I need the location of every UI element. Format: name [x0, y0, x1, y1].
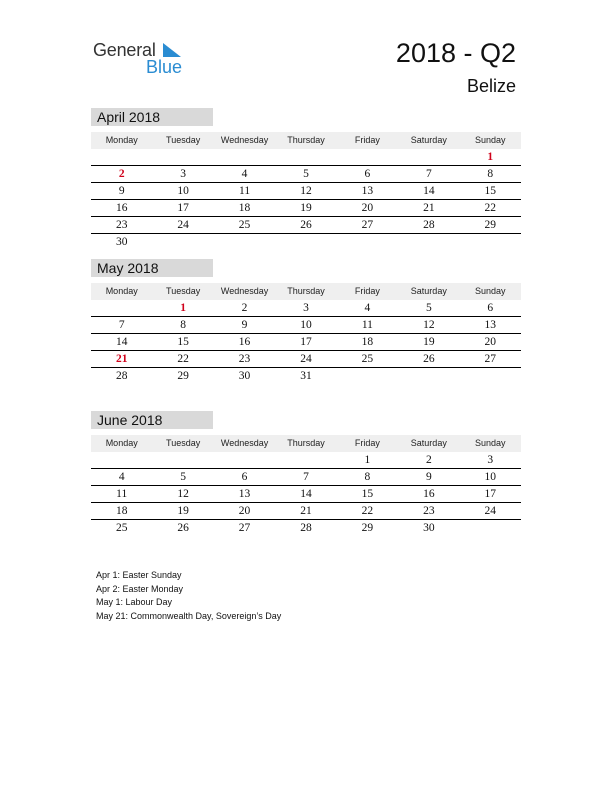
- day-cell: 8: [180, 319, 186, 331]
- day-cell: 18: [115, 505, 128, 517]
- empty-day-cell: [91, 149, 152, 165]
- month-june: [91, 411, 521, 536]
- day-cell: 7: [303, 471, 309, 483]
- day-cell: 19: [300, 202, 312, 214]
- day-cell: 19: [177, 505, 189, 517]
- day-cell: 14: [423, 185, 435, 197]
- week-row: [91, 317, 521, 334]
- day-cell: 23: [423, 505, 435, 517]
- day-cell: 25: [115, 522, 128, 534]
- day-cell: 1: [180, 302, 186, 314]
- country-name: Belize: [466, 76, 516, 96]
- day-cell: 31: [300, 370, 312, 382]
- week-row: [91, 520, 521, 536]
- day-cell: 18: [238, 202, 251, 214]
- day-cell: 20: [238, 505, 251, 517]
- day-cell: 29: [484, 219, 496, 231]
- day-cell: 27: [484, 353, 496, 365]
- logo-text-general: General: [93, 40, 156, 60]
- day-cell: 6: [241, 471, 248, 483]
- day-cell: 2: [118, 168, 125, 180]
- day-cell: 21: [115, 353, 128, 365]
- day-cell: 27: [361, 219, 374, 231]
- logo-text-blue: Blue: [146, 57, 183, 77]
- month-title: April 2018: [91, 108, 213, 126]
- empty-day-cell: [275, 149, 336, 165]
- holiday-note: May 1: Labour Day: [96, 597, 173, 607]
- day-cell: 24: [300, 353, 312, 365]
- day-cell: 21: [300, 505, 312, 517]
- day-cell: 4: [364, 302, 371, 314]
- day-cell: 1: [487, 151, 494, 163]
- day-cell: 4: [241, 168, 248, 180]
- weekday-label: Friday: [354, 135, 380, 145]
- empty-day-cell: [214, 234, 275, 250]
- day-cell: 16: [115, 202, 128, 214]
- weekday-label: Friday: [354, 438, 380, 448]
- day-cell: 26: [177, 522, 189, 534]
- weekday-label: Thursday: [287, 286, 325, 296]
- day-cell: 29: [361, 522, 374, 534]
- day-cell: 23: [115, 219, 128, 231]
- week-row: [91, 452, 521, 469]
- day-cell: 28: [423, 219, 435, 231]
- day-cell: 30: [423, 522, 435, 534]
- week-row: [91, 368, 521, 384]
- week-row: [91, 351, 521, 368]
- week-row: [91, 334, 521, 351]
- month-title: June 2018: [91, 411, 213, 429]
- month-april: [91, 108, 521, 250]
- week-row: [91, 486, 521, 503]
- day-cell: 12: [177, 488, 189, 500]
- day-cell: 10: [300, 319, 312, 331]
- day-cell: 20: [484, 336, 496, 348]
- weekday-label: Thursday: [287, 135, 325, 145]
- weekday-label: Monday: [105, 135, 138, 145]
- day-cell: 28: [300, 522, 312, 534]
- weekday-header-row: [91, 132, 521, 149]
- empty-day-cell: [398, 368, 459, 384]
- day-cell: 27: [238, 522, 251, 534]
- day-cell: 10: [484, 471, 496, 483]
- week-row: [91, 149, 521, 166]
- month-may: [91, 259, 521, 384]
- day-cell: 1: [364, 454, 371, 466]
- weekday-label: Saturday: [410, 135, 447, 145]
- weekday-header-row: [91, 435, 521, 452]
- weekday-label: Tuesday: [166, 286, 201, 296]
- day-cell: 8: [364, 471, 371, 483]
- holiday-note: May 21: Commonwealth Day, Sovereign’s Day: [96, 610, 282, 621]
- day-cell: 14: [115, 336, 128, 348]
- weekday-label: Friday: [354, 286, 380, 296]
- empty-day-cell: [91, 300, 152, 316]
- day-cell: 3: [487, 454, 494, 466]
- day-cell: 17: [300, 336, 312, 348]
- day-cell: 20: [361, 202, 374, 214]
- holiday-notes: [96, 569, 281, 623]
- weekday-label: Sunday: [474, 438, 506, 448]
- empty-day-cell: [152, 452, 213, 468]
- empty-day-cell: [214, 149, 275, 165]
- day-cell: 30: [115, 236, 128, 248]
- day-cell: 11: [361, 319, 373, 331]
- day-cell: 7: [118, 319, 125, 331]
- week-row: [91, 234, 521, 250]
- day-cell: 2: [241, 302, 248, 314]
- weekday-label: Wednesday: [220, 438, 269, 448]
- day-cell: 21: [423, 202, 435, 214]
- day-cell: 5: [180, 471, 186, 483]
- day-cell: 25: [361, 353, 374, 365]
- empty-day-cell: [460, 368, 521, 384]
- day-cell: 19: [423, 336, 435, 348]
- day-cell: 6: [487, 302, 494, 314]
- week-row: [91, 300, 521, 317]
- day-cell: 14: [300, 488, 312, 500]
- day-cell: 24: [177, 219, 189, 231]
- day-cell: 9: [241, 319, 248, 331]
- brand-logo: [93, 40, 193, 80]
- empty-day-cell: [152, 234, 213, 250]
- day-cell: 18: [361, 336, 374, 348]
- week-row: [91, 469, 521, 486]
- weekday-label: Wednesday: [220, 286, 269, 296]
- holiday-note: Apr 1: Easter Sunday: [96, 570, 182, 580]
- day-cell: 16: [238, 336, 251, 348]
- empty-day-cell: [337, 149, 398, 165]
- empty-day-cell: [275, 234, 336, 250]
- day-cell: 26: [300, 219, 312, 231]
- day-cell: 22: [484, 202, 496, 214]
- day-cell: 28: [115, 370, 128, 382]
- empty-day-cell: [337, 234, 398, 250]
- day-cell: 15: [177, 336, 189, 348]
- day-cell: 30: [238, 370, 251, 382]
- weekday-header-row: [91, 283, 521, 300]
- day-cell: 13: [361, 185, 374, 197]
- day-cell: 4: [118, 471, 125, 483]
- day-cell: 15: [361, 488, 374, 500]
- weekday-label: Monday: [105, 438, 138, 448]
- day-cell: 7: [425, 168, 432, 180]
- day-cell: 23: [238, 353, 251, 365]
- empty-day-cell: [152, 149, 213, 165]
- day-cell: 5: [303, 168, 309, 180]
- empty-day-cell: [398, 149, 459, 165]
- day-cell: 15: [484, 185, 496, 197]
- day-cell: 25: [238, 219, 251, 231]
- weekday-label: Tuesday: [166, 135, 201, 145]
- weekday-label: Sunday: [474, 286, 506, 296]
- day-cell: 10: [177, 185, 189, 197]
- holiday-note: Apr 2: Easter Monday: [96, 583, 184, 594]
- empty-day-cell: [398, 234, 459, 250]
- day-cell: 11: [116, 488, 128, 500]
- day-cell: 3: [303, 302, 309, 314]
- day-cell: 24: [484, 505, 496, 517]
- day-cell: 12: [423, 319, 435, 331]
- day-cell: 22: [361, 505, 374, 517]
- week-row: [91, 166, 521, 183]
- weekday-label: Wednesday: [220, 135, 269, 145]
- week-row: [91, 183, 521, 200]
- day-cell: 2: [425, 454, 432, 466]
- empty-day-cell: [214, 452, 275, 468]
- day-cell: 3: [180, 168, 186, 180]
- week-row: [91, 217, 521, 234]
- day-cell: 17: [484, 488, 496, 500]
- day-cell: 29: [177, 370, 189, 382]
- empty-day-cell: [460, 520, 521, 536]
- empty-day-cell: [460, 234, 521, 250]
- weekday-label: Saturday: [410, 438, 447, 448]
- weekday-label: Thursday: [287, 438, 325, 448]
- flag-icon: [163, 43, 181, 57]
- day-cell: 13: [238, 488, 251, 500]
- month-title: May 2018: [91, 259, 213, 277]
- page-title: 2018 - Q2: [395, 38, 516, 68]
- day-cell: 13: [484, 319, 496, 331]
- week-row: [91, 503, 521, 520]
- weekday-label: Sunday: [474, 135, 506, 145]
- day-cell: 22: [177, 353, 189, 365]
- day-cell: 16: [423, 488, 435, 500]
- day-cell: 9: [118, 185, 125, 197]
- weekday-label: Tuesday: [166, 438, 201, 448]
- day-cell: 12: [300, 185, 312, 197]
- empty-day-cell: [275, 452, 336, 468]
- day-cell: 26: [423, 353, 435, 365]
- day-cell: 11: [239, 185, 251, 197]
- day-cell: 5: [425, 302, 432, 314]
- day-cell: 9: [425, 471, 432, 483]
- empty-day-cell: [337, 368, 398, 384]
- day-cell: 8: [487, 168, 494, 180]
- empty-day-cell: [91, 452, 152, 468]
- day-cell: 17: [177, 202, 189, 214]
- day-cell: 6: [364, 168, 371, 180]
- weekday-label: Monday: [105, 286, 138, 296]
- week-row: [91, 200, 521, 217]
- weekday-label: Saturday: [410, 286, 447, 296]
